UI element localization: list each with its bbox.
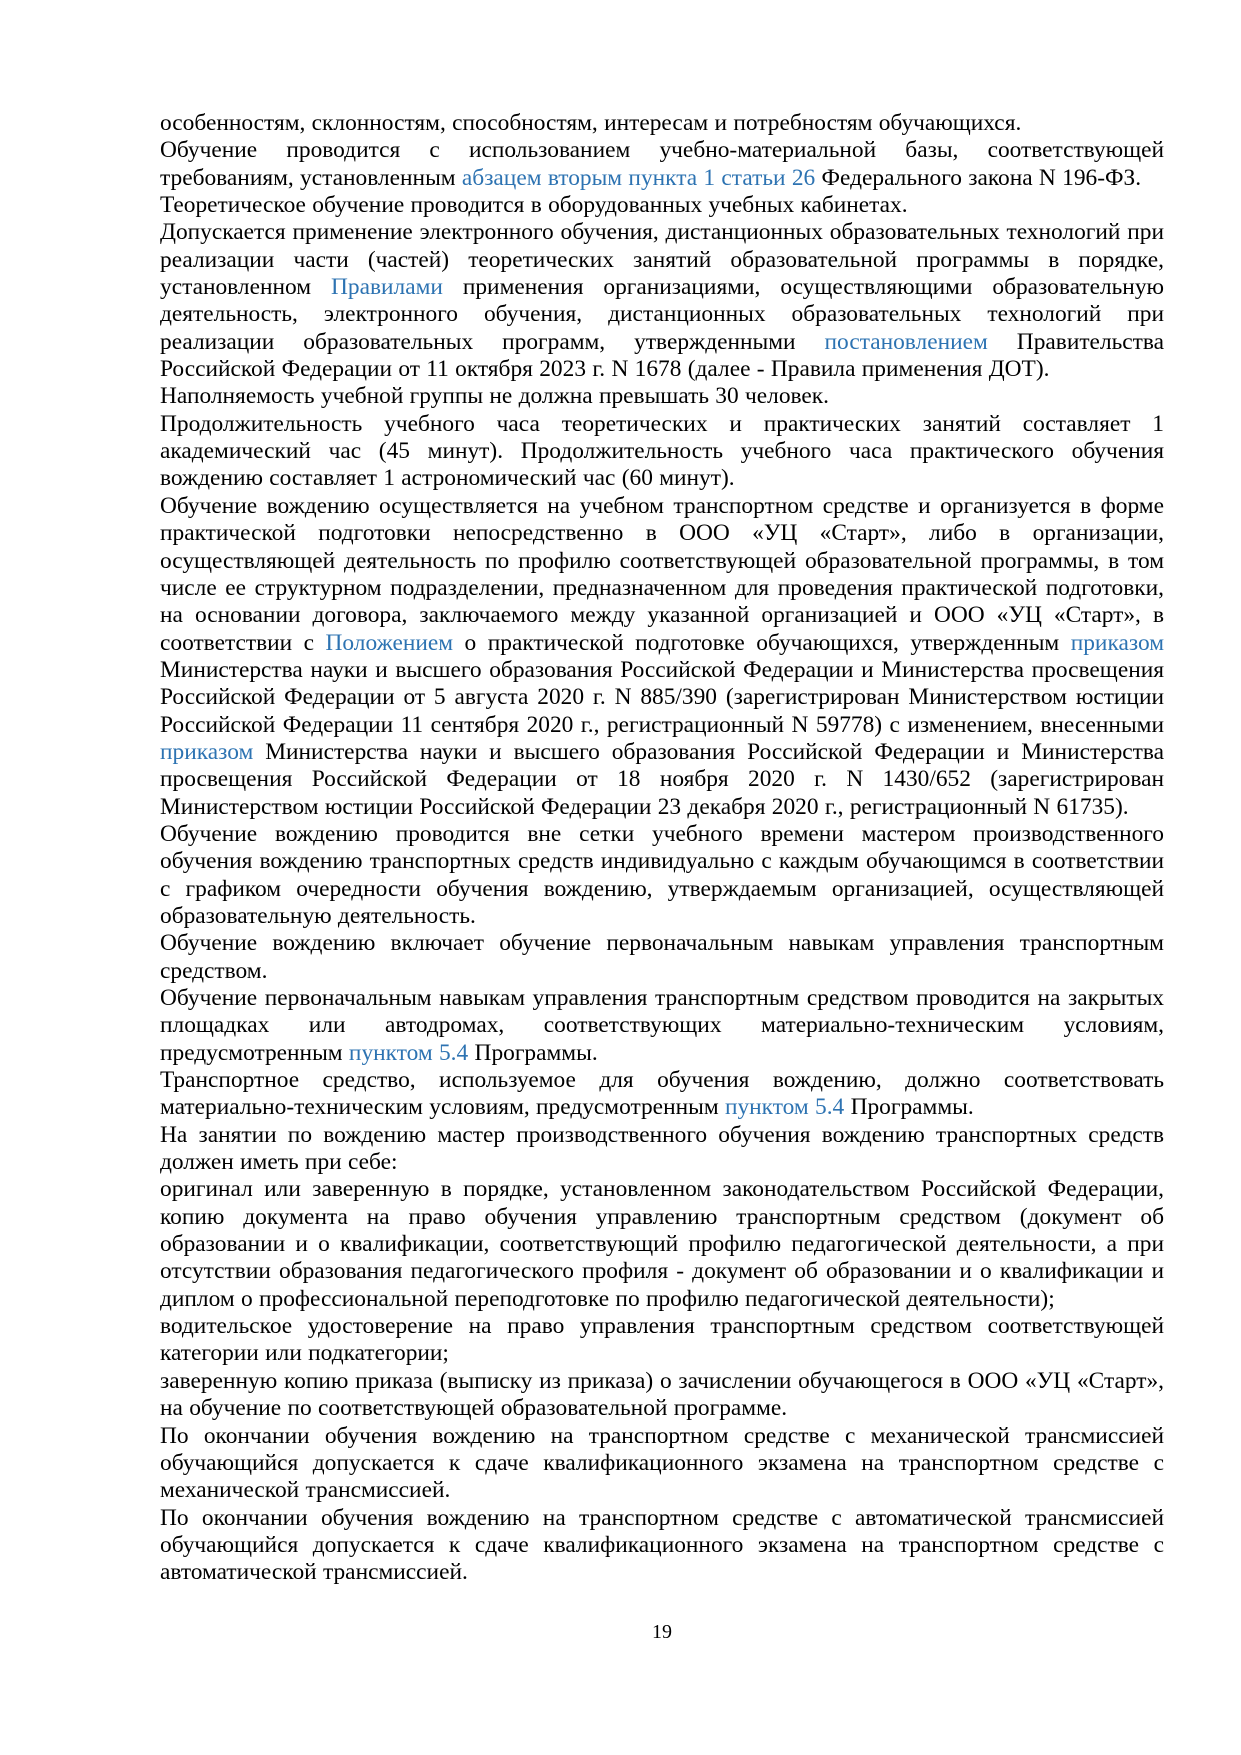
text-run: Министерства науки и высшего образования Российской Федерации и Министерства просвещения Российской Федерации от 5 августа 2020 г. N 885/390 (зарегистрирован Министерством юстиции Российской Федерации 11 сентября 2020 г., регистрационный N 59778) с изменением, внесенными bbox=[160, 656, 1164, 738]
document-body bbox=[160, 110, 1164, 1587]
text-run: Федерального закона N 196-ФЗ. bbox=[815, 164, 1142, 191]
doc-link[interactable]: пунктом 5.4 bbox=[724, 1094, 845, 1121]
text-run: оригинал или заверенную в порядке, установленном законодательством Российской Федерации, копию документа на право обучения управлению транспортным средством (документ об образовании и о квалификации, соответствующий профилю педагогической деятельности, а при отсутствии образования педагогического профиля - документ об образовании и о квалификации и диплом о профессиональной переподготовке по профилю педагогической деятельности); bbox=[160, 1176, 1164, 1312]
text-run: Программы. bbox=[468, 1039, 598, 1066]
text-run: На занятии по вождению мастер производственного обучения вождению транспортных средств должен иметь при себе: bbox=[160, 1121, 1164, 1176]
paragraph bbox=[160, 1122, 1164, 1177]
doc-link[interactable]: приказом bbox=[1070, 629, 1164, 656]
text-run: По окончании обучения вождению на транспортном средстве с механической трансмиссией обучающийся допускается к сдаче квалификационного экзамена на транспортном средстве с механической трансмиссией. bbox=[160, 1422, 1164, 1504]
text-run: Продолжительность учебного часа теоретических и практических занятий составляет 1 академический час (45 минут). Продолжительность учебного часа практического обучения вождению составляет 1 астрономический час (60 минут). bbox=[160, 410, 1164, 492]
paragraph bbox=[160, 493, 1164, 821]
text-run: применения организациями, осуществляющими образовательную деятельность, электронного обучения, дистанционных образовательных технологий при реализации образовательных программ, утвержденными bbox=[160, 274, 1164, 355]
paragraph bbox=[160, 1313, 1164, 1368]
doc-link[interactable]: Положением bbox=[325, 629, 454, 656]
paragraph bbox=[160, 1368, 1164, 1423]
page-number: 19 bbox=[652, 1621, 672, 1643]
text-run: о практической подготовке обучающихся, утвержденным bbox=[453, 629, 1071, 656]
paragraph bbox=[160, 383, 1164, 410]
paragraph bbox=[160, 1176, 1164, 1313]
text-run: особенностям, склонностям, способностям, интересам и потребностям обучающихся. bbox=[160, 110, 1022, 136]
text-run: Министерства науки и высшего образования Российской Федерации и Министерства просвещения Российской Федерации от 18 ноября 2020 г. N 1430/652 (зарегистрирован Министерством юстиции Российской Федерации 23 декабря 2020 г., регистрационный N 61735). bbox=[160, 738, 1164, 820]
text-run: Правительства Российской Федерации от 11 октября 2023 г. N 1678 (далее - Правила применения ДОТ). bbox=[160, 328, 1164, 383]
doc-link[interactable]: постановлением bbox=[824, 328, 988, 355]
text-run: Наполняемость учебной группы не должна превышать 30 человек. bbox=[160, 383, 830, 410]
paragraph bbox=[160, 219, 1164, 383]
text-run: Транспортное средство, используемое для обучения вождению, должно соответствовать материально-техническим условиям, предусмотренным bbox=[160, 1067, 1164, 1121]
text-run: Обучение вождению проводится вне сетки учебного времени мастером производственного обучения вождению транспортных средств индивидуально с каждым обучающимся в соответствии с графиком очередности обучения вождению, утверждаемым организацией, осуществляющей образовательную деятельность. bbox=[160, 820, 1164, 929]
text-run: Программы. bbox=[844, 1094, 974, 1121]
text-run: Обучение вождению включает обучение первоначальным навыкам управления транспортным средством. bbox=[160, 930, 1164, 984]
paragraph bbox=[160, 930, 1164, 985]
paragraph bbox=[160, 1067, 1164, 1122]
paragraph bbox=[160, 985, 1164, 1067]
doc-link[interactable]: Правилами bbox=[331, 274, 443, 301]
paragraph bbox=[160, 1423, 1164, 1505]
text-run: Обучение вождению осуществляется на учебном транспортном средстве и организуется в форме практической подготовки непосредственно в ООО «УЦ «Старт», либо в организации, осуществляющей деятельность по профилю соответствующей образовательной программы, в том числе ее структурном подразделении, предназначенном для проведения практической подготовки, на основании договора, заключаемого между указанной организацией и ООО «УЦ «Старт», в соответствии с bbox=[160, 492, 1164, 656]
doc-link[interactable]: пунктом 5.4 bbox=[348, 1039, 469, 1066]
text-run: заверенную копию приказа (выписку из приказа) о зачислении обучающегося в ООО «УЦ «Старт», на обучение по соответствующей образовательной программе. bbox=[160, 1367, 1164, 1422]
paragraph bbox=[160, 137, 1164, 192]
text-run: водительское удостоверение на право управления транспортным средством соответствующей категории или подкатегории; bbox=[160, 1313, 1164, 1367]
paragraph bbox=[160, 821, 1164, 930]
text-run: Допускается применение электронного обучения, дистанционных образовательных технологий при реализации части (частей) теоретических занятий образовательной программы в порядке, установленном bbox=[160, 219, 1164, 301]
paragraph bbox=[160, 411, 1164, 493]
doc-link[interactable]: приказом bbox=[160, 738, 254, 765]
text-run: По окончании обучения вождению на транспортном средстве с автоматической трансмиссией обучающийся допускается к сдаче квалификационного экзамена на транспортном средстве с автоматической трансмиссией. bbox=[160, 1504, 1164, 1586]
text-run: Обучение первоначальным навыкам управления транспортным средством проводится на закрытых площадках или автодромах, соответствующих материально-техническим условиям, предусмотренным bbox=[160, 985, 1164, 1066]
text-run: Обучение проводится с использованием учебно-материальной базы, соответствующей требованиям, установленным bbox=[160, 137, 1164, 191]
paragraph bbox=[160, 192, 1164, 219]
text-run: Теоретическое обучение проводится в оборудованных учебных кабинетах. bbox=[160, 192, 908, 219]
paragraph bbox=[160, 1505, 1164, 1587]
paragraph bbox=[160, 110, 1164, 137]
doc-link[interactable]: абзацем вторым пункта 1 статьи 26 bbox=[461, 164, 816, 191]
